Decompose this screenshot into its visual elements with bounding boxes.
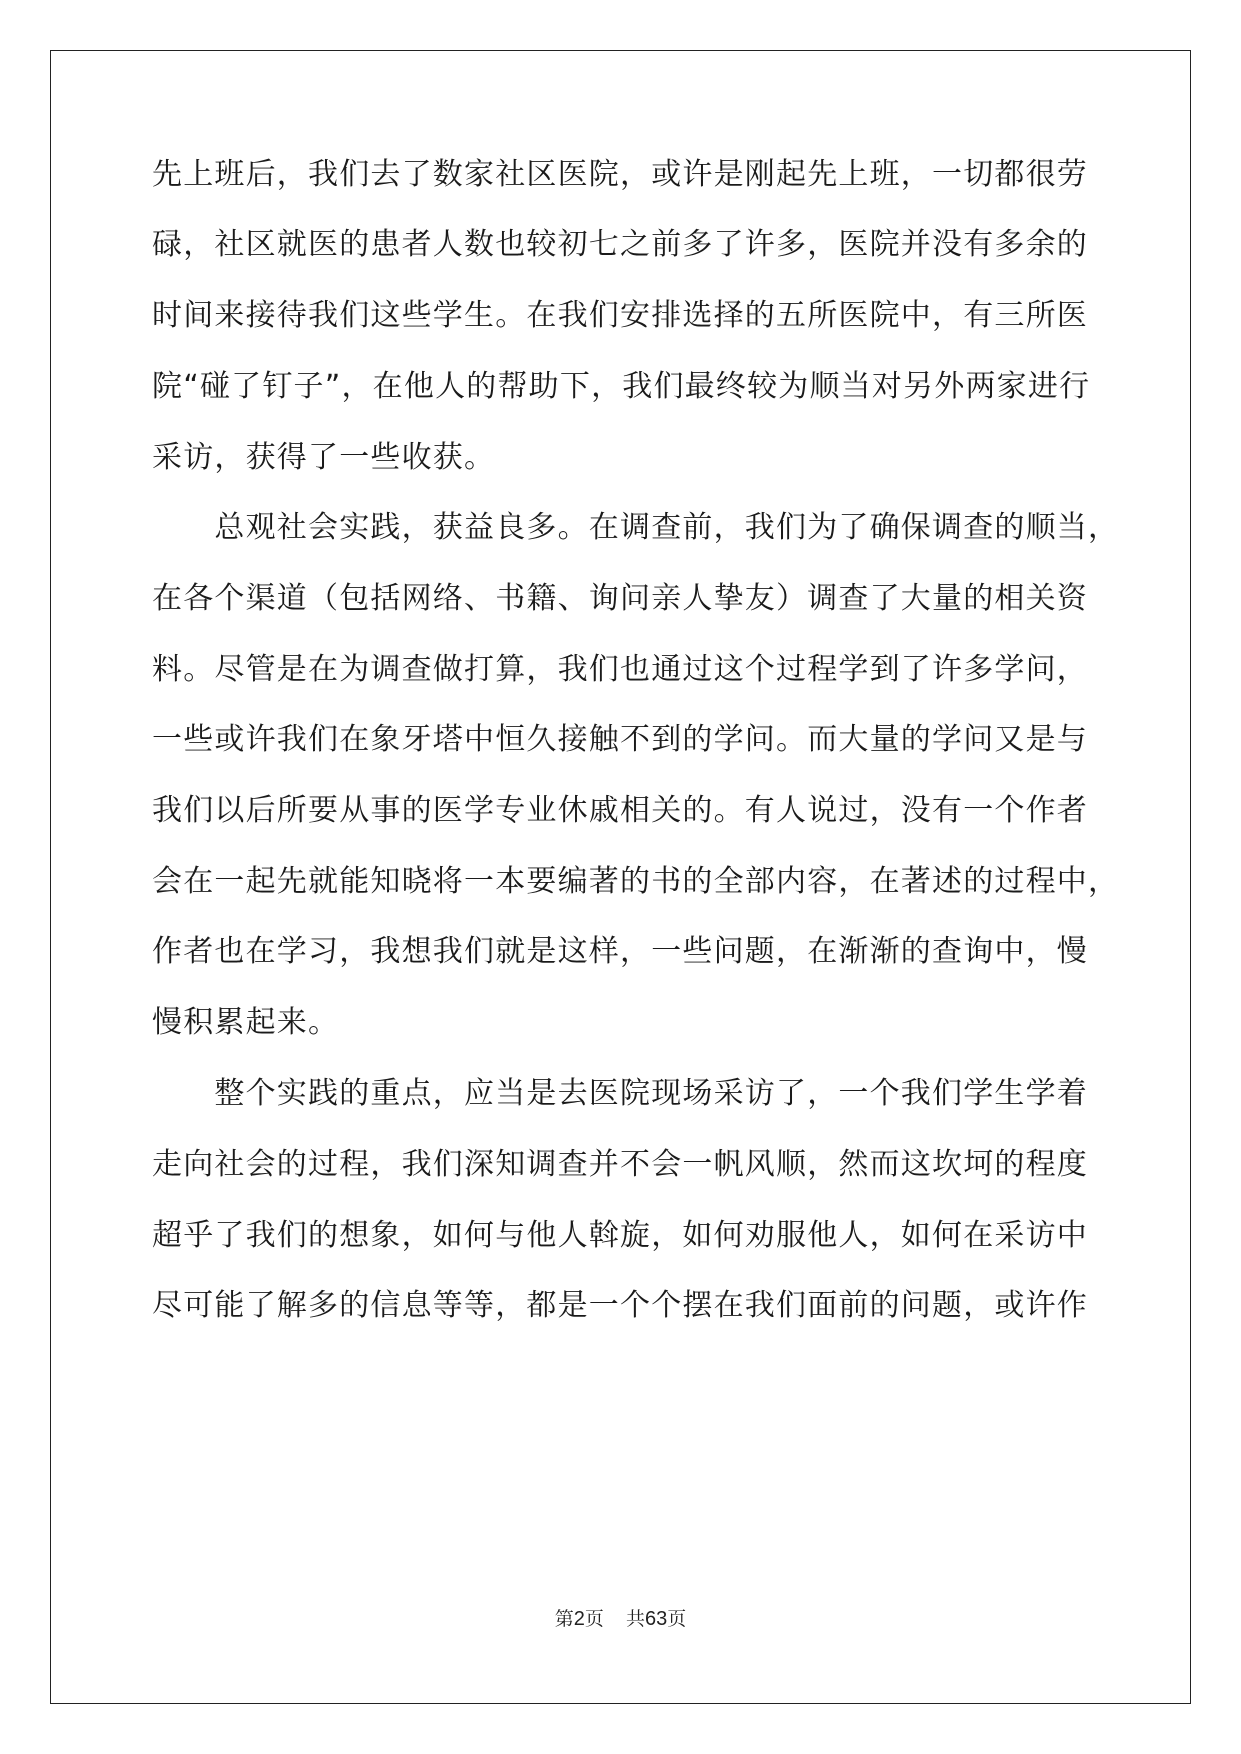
page-suffix: 页 — [584, 1608, 604, 1630]
text-line: 时间来接待我们这些学生。在我们安排选择的五所医院中，有三所医 — [152, 298, 1088, 333]
total-suffix: 页 — [667, 1608, 687, 1630]
text-line: 整个实践的重点，应当是去医院现场采访了，一个我们学生学着 — [152, 1076, 1088, 1111]
total-prefix: 共 — [625, 1608, 645, 1630]
text-line: 超乎了我们的想象，如何与他人斡旋，如何劝服他人，如何在采访中 — [152, 1218, 1088, 1253]
page-footer — [0, 1604, 1241, 1631]
text-line: 碌，社区就医的患者人数也较初七之前多了许多，医院并没有多余的 — [152, 227, 1088, 262]
text-line: 院“碰了钉子”，在他人的帮助下，我们最终较为顺当对另外两家进行 — [152, 369, 1091, 404]
total-pages-number: 63 — [644, 1608, 668, 1630]
text-line: 在各个渠道（包括网络、书籍、询问亲人挚友）调查了大量的相关资 — [152, 581, 1088, 616]
text-line: 我们以后所要从事的医学专业休戚相关的。有人说过，没有一个作者 — [152, 793, 1088, 828]
text-line: 一些或许我们在象牙塔中恒久接触不到的学问。而大量的学问又是与 — [152, 722, 1088, 757]
text-line: 作者也在学习，我想我们就是这样，一些问题，在渐渐的查询中，慢 — [152, 934, 1088, 969]
text-line: 总观社会实践，获益良多。在调查前，我们为了确保调查的顺当， — [152, 510, 1120, 545]
text-line: 料。尽管是在为调查做打算，我们也通过这个过程学到了许多学问， — [152, 652, 1088, 687]
text-line: 走向社会的过程，我们深知调查并不会一帆风顺，然而这坎坷的程度 — [152, 1147, 1088, 1182]
text-line: 采访，获得了一些收获。 — [152, 440, 496, 475]
text-line: 会在一起先就能知晓将一本要编著的书的全部内容，在著述的过程中， — [152, 864, 1120, 899]
page-prefix: 第 — [554, 1608, 574, 1630]
text-line: 尽可能了解多的信息等等，都是一个个摆在我们面前的问题，或许作 — [152, 1288, 1088, 1323]
current-page-number: 2 — [573, 1608, 585, 1630]
text-line: 先上班后，我们去了数家社区医院，或许是刚起先上班，一切都很劳 — [152, 157, 1088, 192]
text-line: 慢积累起来。 — [152, 1005, 340, 1040]
